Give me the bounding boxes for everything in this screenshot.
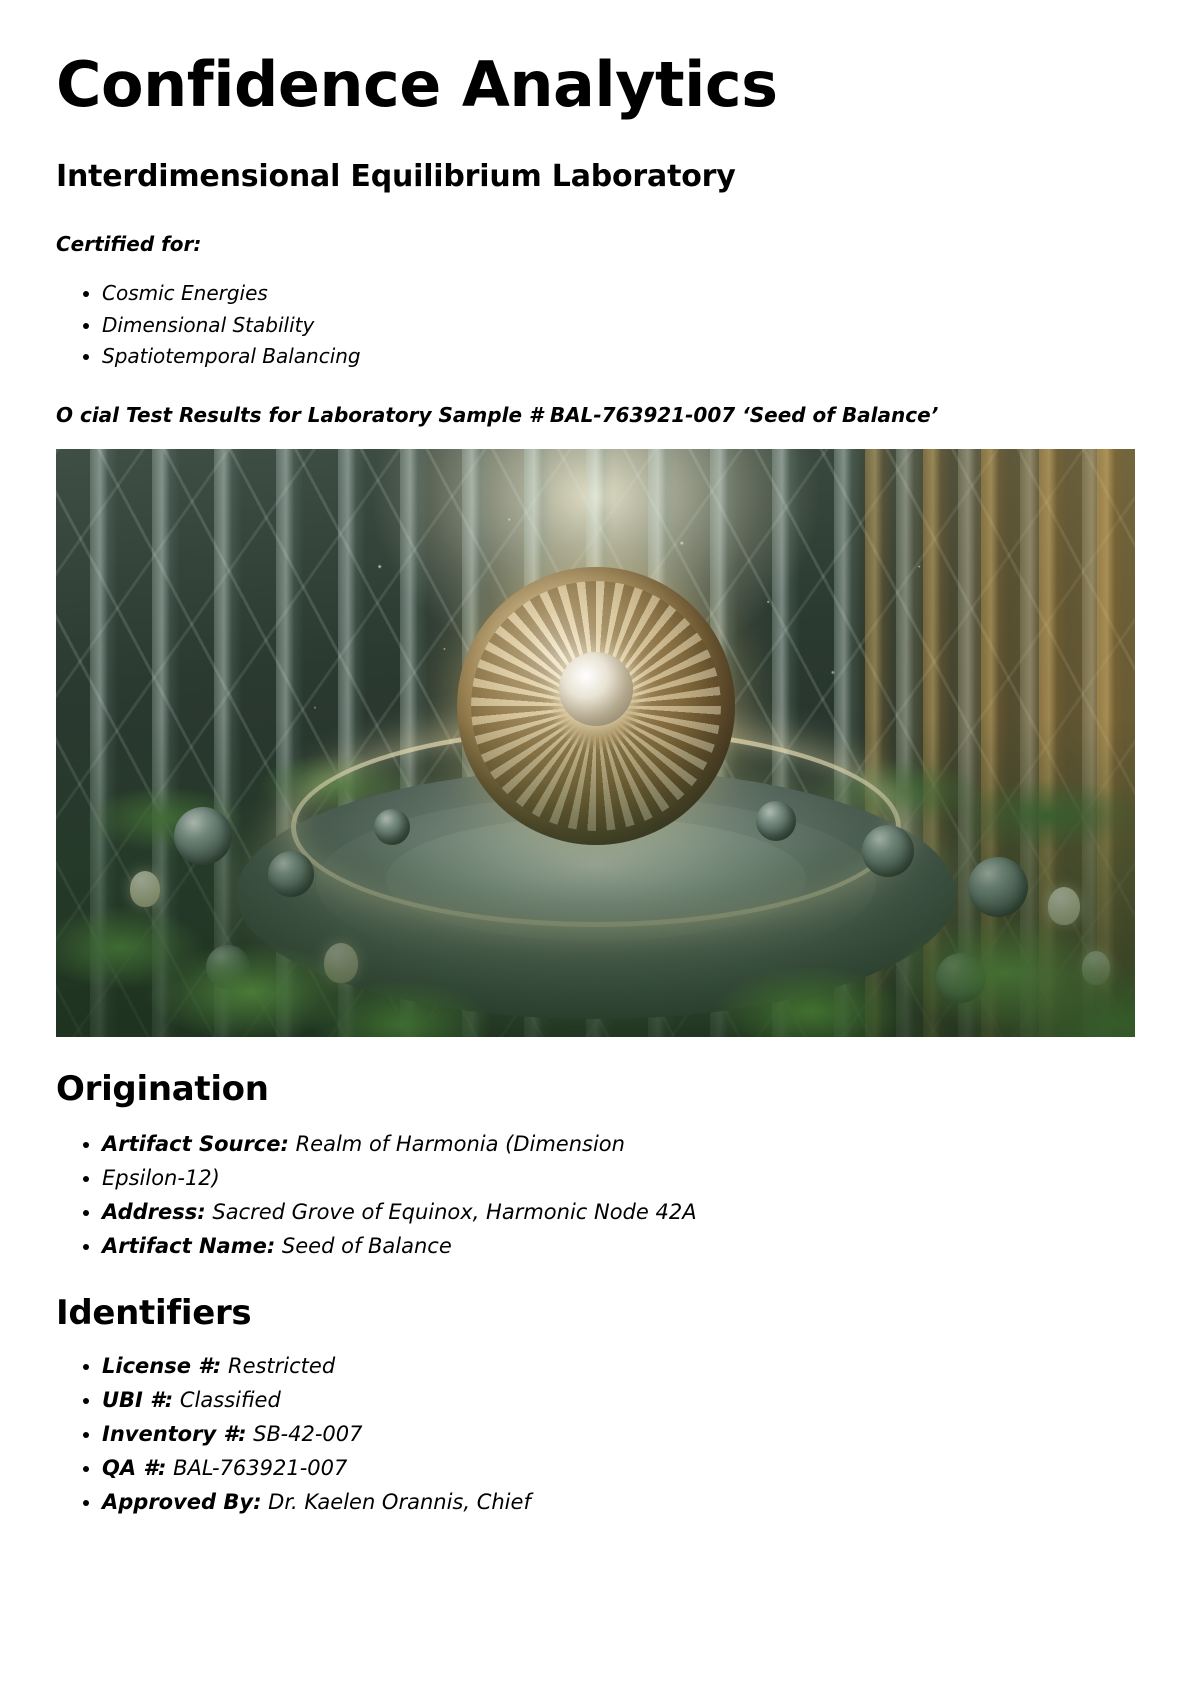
field-label: Approved By: [102,1490,262,1514]
page-title: Confidence Analytics [56,48,778,121]
field-label: UBI #: [102,1387,174,1412]
list-item [102,1451,1135,1485]
list-item [102,1485,1135,1519]
list-item [102,1127,1135,1161]
field-label: Inventory #: [102,1421,247,1446]
list-item [102,1229,1135,1263]
field-label: Address: [102,1199,206,1224]
list-item [102,1195,1135,1229]
list-item [102,1161,1135,1195]
official-results-line: O cial Test Results for Laboratory Sample # BAL-763921-007 ‘Seed of Balance’ [56,402,939,427]
artifact-hero-image [56,449,1135,1037]
field-value: Epsilon-12) [102,1165,220,1190]
hero-light-motes [56,449,1135,1037]
field-label: QA #: [102,1455,167,1480]
identifiers-list [56,1349,1135,1519]
list-item [102,1417,1135,1451]
section-heading-identifiers: Identifiers [56,1292,252,1333]
list-item [102,1383,1135,1417]
field-value: Seed of Balance [281,1233,452,1258]
field-value: Realm of Harmonia (Dimension [295,1131,625,1156]
field-value: Dr. Kaelen Orannis, Chief [268,1490,531,1514]
list-item [102,1349,1135,1383]
field-value: SB-42-007 [253,1421,363,1446]
origination-list [56,1127,1135,1263]
section-heading-origination: Origination [56,1068,269,1109]
certified-for-list [56,278,1135,373]
list-item: • Dimensional Stability [102,310,1135,342]
field-value: Sacred Grove of Equinox, Harmonic Node 42A [212,1199,697,1224]
field-label: Artifact Source: [102,1131,289,1156]
field-value: Classified [179,1387,281,1412]
list-item: • Cosmic Energies [102,278,1135,310]
field-value: BAL-763921-007 [173,1455,348,1480]
field-label: Artifact Name: [102,1233,276,1258]
lab-subtitle: Interdimensional Equilibrium Laboratory [56,159,736,195]
field-value: Restricted [227,1353,336,1378]
list-item: • Spatiotemporal Balancing [102,341,1135,373]
certified-for-label: Certified for: [56,232,202,257]
field-label: License #: [102,1353,222,1378]
